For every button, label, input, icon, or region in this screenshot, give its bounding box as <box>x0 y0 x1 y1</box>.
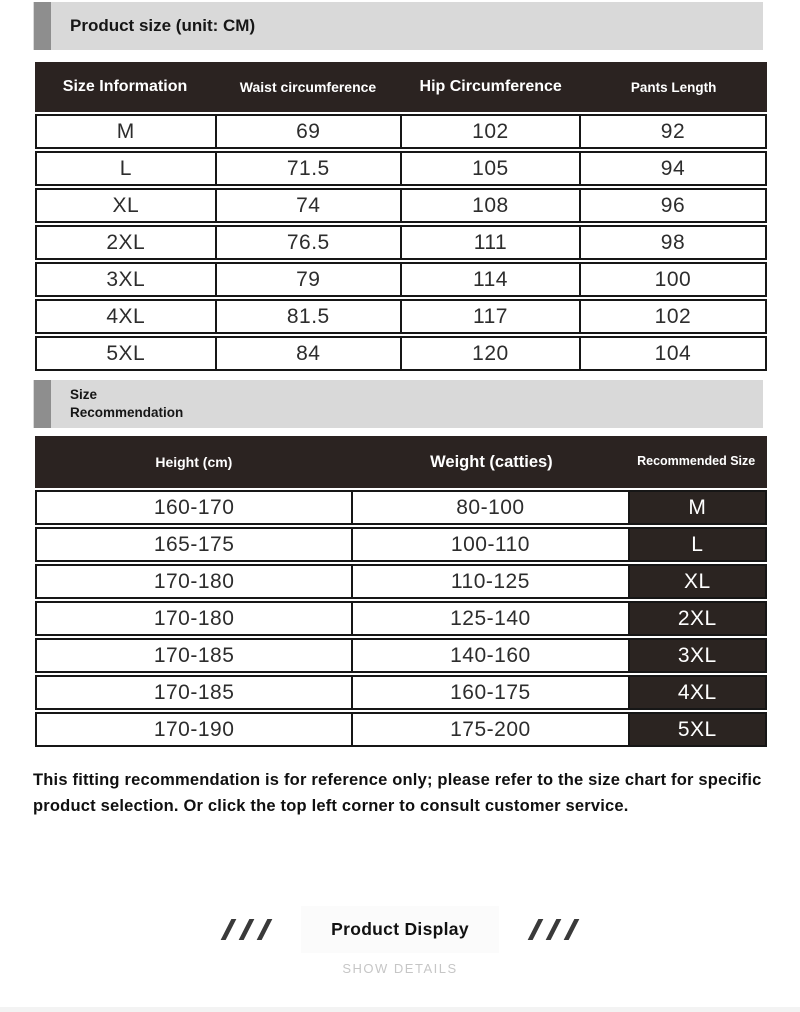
table-cell-weight: 160-175 <box>351 677 627 708</box>
table-cell-waist: 79 <box>215 264 400 295</box>
column-header-recommended-size: Recommended Size <box>637 454 756 469</box>
table-cell-hip: 120 <box>400 338 579 369</box>
table-cell-hip: 114 <box>400 264 579 295</box>
table-cell-recommended-size: L <box>628 529 765 560</box>
table-cell-weight: 175-200 <box>351 714 627 745</box>
slash-icon <box>239 919 255 940</box>
table-cell-size: M <box>116 119 135 143</box>
slashes-right-icon <box>533 919 574 940</box>
table-row <box>35 151 767 186</box>
slash-icon <box>221 919 237 940</box>
table-cell-recommended-size: 2XL <box>628 603 765 634</box>
column-header-hip: Hip Circumference <box>419 78 562 95</box>
table-cell-pants-length: 94 <box>579 153 765 184</box>
product-display-header <box>0 903 800 955</box>
table-cell-pants-length: 100 <box>579 264 765 295</box>
table-cell-height: 170-185 <box>153 680 235 704</box>
table-cell-weight: 140-160 <box>351 640 627 671</box>
table-cell-size: XL <box>112 193 140 217</box>
table-row <box>35 601 767 636</box>
table-cell-waist: 69 <box>215 116 400 147</box>
table-cell-size: 4XL <box>106 304 146 328</box>
table-row <box>35 299 767 334</box>
column-header-waist: Waist circumference <box>239 79 377 95</box>
section-title: Product size (unit: CM) <box>70 16 256 35</box>
table-cell-recommended-size: 3XL <box>628 640 765 671</box>
section-title-line2: Recommendation <box>70 405 184 420</box>
size-recommendation-section-header <box>33 380 763 428</box>
table-cell-pants-length: 102 <box>579 301 765 332</box>
table-cell-weight: 110-125 <box>351 566 627 597</box>
table-row <box>35 225 767 260</box>
size-table-body <box>35 114 767 371</box>
product-display-title: Product Display <box>301 906 499 953</box>
slash-icon <box>528 919 544 940</box>
table-row <box>35 336 767 371</box>
table-row <box>35 490 767 525</box>
table-cell-recommended-size: XL <box>628 566 765 597</box>
table-cell-pants-length: 96 <box>579 190 765 221</box>
table-cell-waist: 71.5 <box>215 153 400 184</box>
table-cell-height: 170-180 <box>153 606 235 630</box>
table-cell-size: L <box>119 156 132 180</box>
fitting-note: This fitting recommendation is for reference only; please refer to the size chart for specific product selection. Or click the top left corner to consult customer service. <box>33 771 762 815</box>
table-row <box>35 675 767 710</box>
bottom-divider <box>0 1007 800 1012</box>
column-header-pants-length: Pants Length <box>630 79 717 95</box>
table-row <box>35 262 767 297</box>
product-size-section-header <box>33 2 763 50</box>
table-cell-size: 2XL <box>106 230 146 254</box>
section-accent-bar <box>34 2 51 50</box>
table-cell-pants-length: 104 <box>579 338 765 369</box>
slash-icon <box>564 919 580 940</box>
column-header-weight: Weight (catties) <box>430 452 553 471</box>
table-cell-recommended-size: M <box>628 492 765 523</box>
table-cell-recommended-size: 4XL <box>628 677 765 708</box>
table-cell-waist: 74 <box>215 190 400 221</box>
column-header-height: Height (cm) <box>155 454 233 470</box>
recommendation-table-body <box>35 490 767 747</box>
table-cell-hip: 102 <box>400 116 579 147</box>
size-table <box>35 62 767 371</box>
slash-icon <box>546 919 562 940</box>
slash-icon <box>257 919 273 940</box>
recommendation-table <box>35 436 767 747</box>
recommendation-table-header <box>35 436 767 488</box>
table-cell-height: 170-185 <box>153 643 235 667</box>
table-row <box>35 638 767 673</box>
table-cell-weight: 80-100 <box>351 492 627 523</box>
table-cell-weight: 125-140 <box>351 603 627 634</box>
table-cell-size: 3XL <box>106 267 146 291</box>
table-cell-hip: 117 <box>400 301 579 332</box>
table-cell-hip: 111 <box>400 227 579 258</box>
table-cell-hip: 108 <box>400 190 579 221</box>
section-title-line1: Size <box>70 387 98 403</box>
table-cell-height: 160-170 <box>153 495 235 519</box>
table-cell-waist: 84 <box>215 338 400 369</box>
table-cell-height: 170-180 <box>153 569 235 593</box>
table-row <box>35 188 767 223</box>
table-row <box>35 564 767 599</box>
column-header-size-information: Size Information <box>62 78 188 95</box>
table-row <box>35 712 767 747</box>
table-cell-waist: 81.5 <box>215 301 400 332</box>
table-cell-weight: 100-110 <box>351 529 627 560</box>
table-cell-height: 165-175 <box>153 532 235 556</box>
table-cell-size: 5XL <box>106 341 146 365</box>
show-details-label: SHOW DETAILS <box>342 961 458 976</box>
slashes-left-icon <box>226 919 267 940</box>
table-row <box>35 527 767 562</box>
section-title <box>70 386 183 421</box>
table-cell-waist: 76.5 <box>215 227 400 258</box>
section-accent-bar <box>34 380 51 428</box>
table-cell-pants-length: 98 <box>579 227 765 258</box>
table-cell-pants-length: 92 <box>579 116 765 147</box>
table-cell-recommended-size: 5XL <box>628 714 765 745</box>
table-row <box>35 114 767 149</box>
table-cell-height: 170-190 <box>153 717 235 741</box>
table-cell-hip: 105 <box>400 153 579 184</box>
size-table-header <box>35 62 767 112</box>
